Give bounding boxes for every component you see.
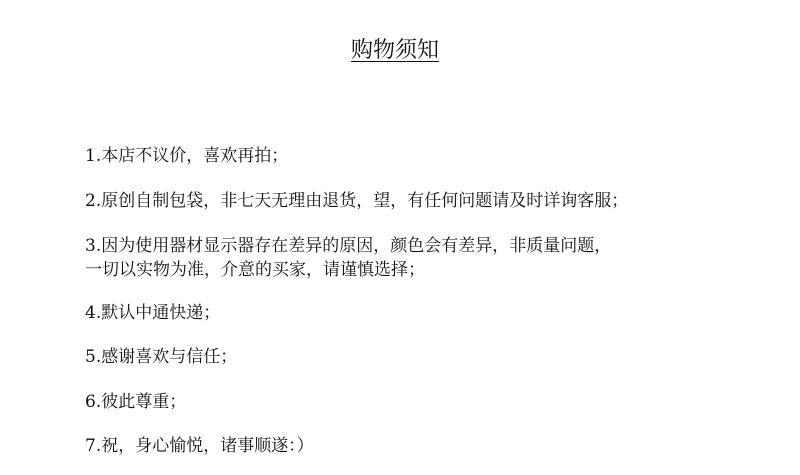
notice-item-2 <box>85 189 785 213</box>
notice-item-2-line-1: 2.原创自制包袋，非七天无理由退货，望，有任何问题请及时详询客服； <box>85 191 629 211</box>
notice-item-5-line-1: 5.感谢喜欢与信任； <box>85 347 238 367</box>
notice-item-7 <box>85 434 785 458</box>
notice-item-6 <box>85 390 785 414</box>
notice-item-3 <box>85 234 785 282</box>
notice-item-6-line-1: 6.彼此尊重； <box>85 392 187 412</box>
notice-item-5 <box>85 345 785 369</box>
notice-item-7-line-1: 7.祝，身心愉悦，诸事顺遂：） <box>85 436 314 456</box>
page-title: 购物须知 <box>350 38 439 63</box>
notice-item-1 <box>85 144 785 168</box>
notice-item-3-line-1: 3.因为使用器材显示器存在差异的原因，颜色会有差异，非质量问题， <box>85 236 612 256</box>
notice-item-1-line-1: 1.本店不议价，喜欢再拍； <box>85 146 289 166</box>
notice-item-3-line-2: 一切以实物为准，介意的买家，请谨慎选择； <box>85 260 425 280</box>
notice-item-4-line-1: 4.默认中通快递； <box>85 303 221 323</box>
notice-item-4 <box>85 301 785 325</box>
